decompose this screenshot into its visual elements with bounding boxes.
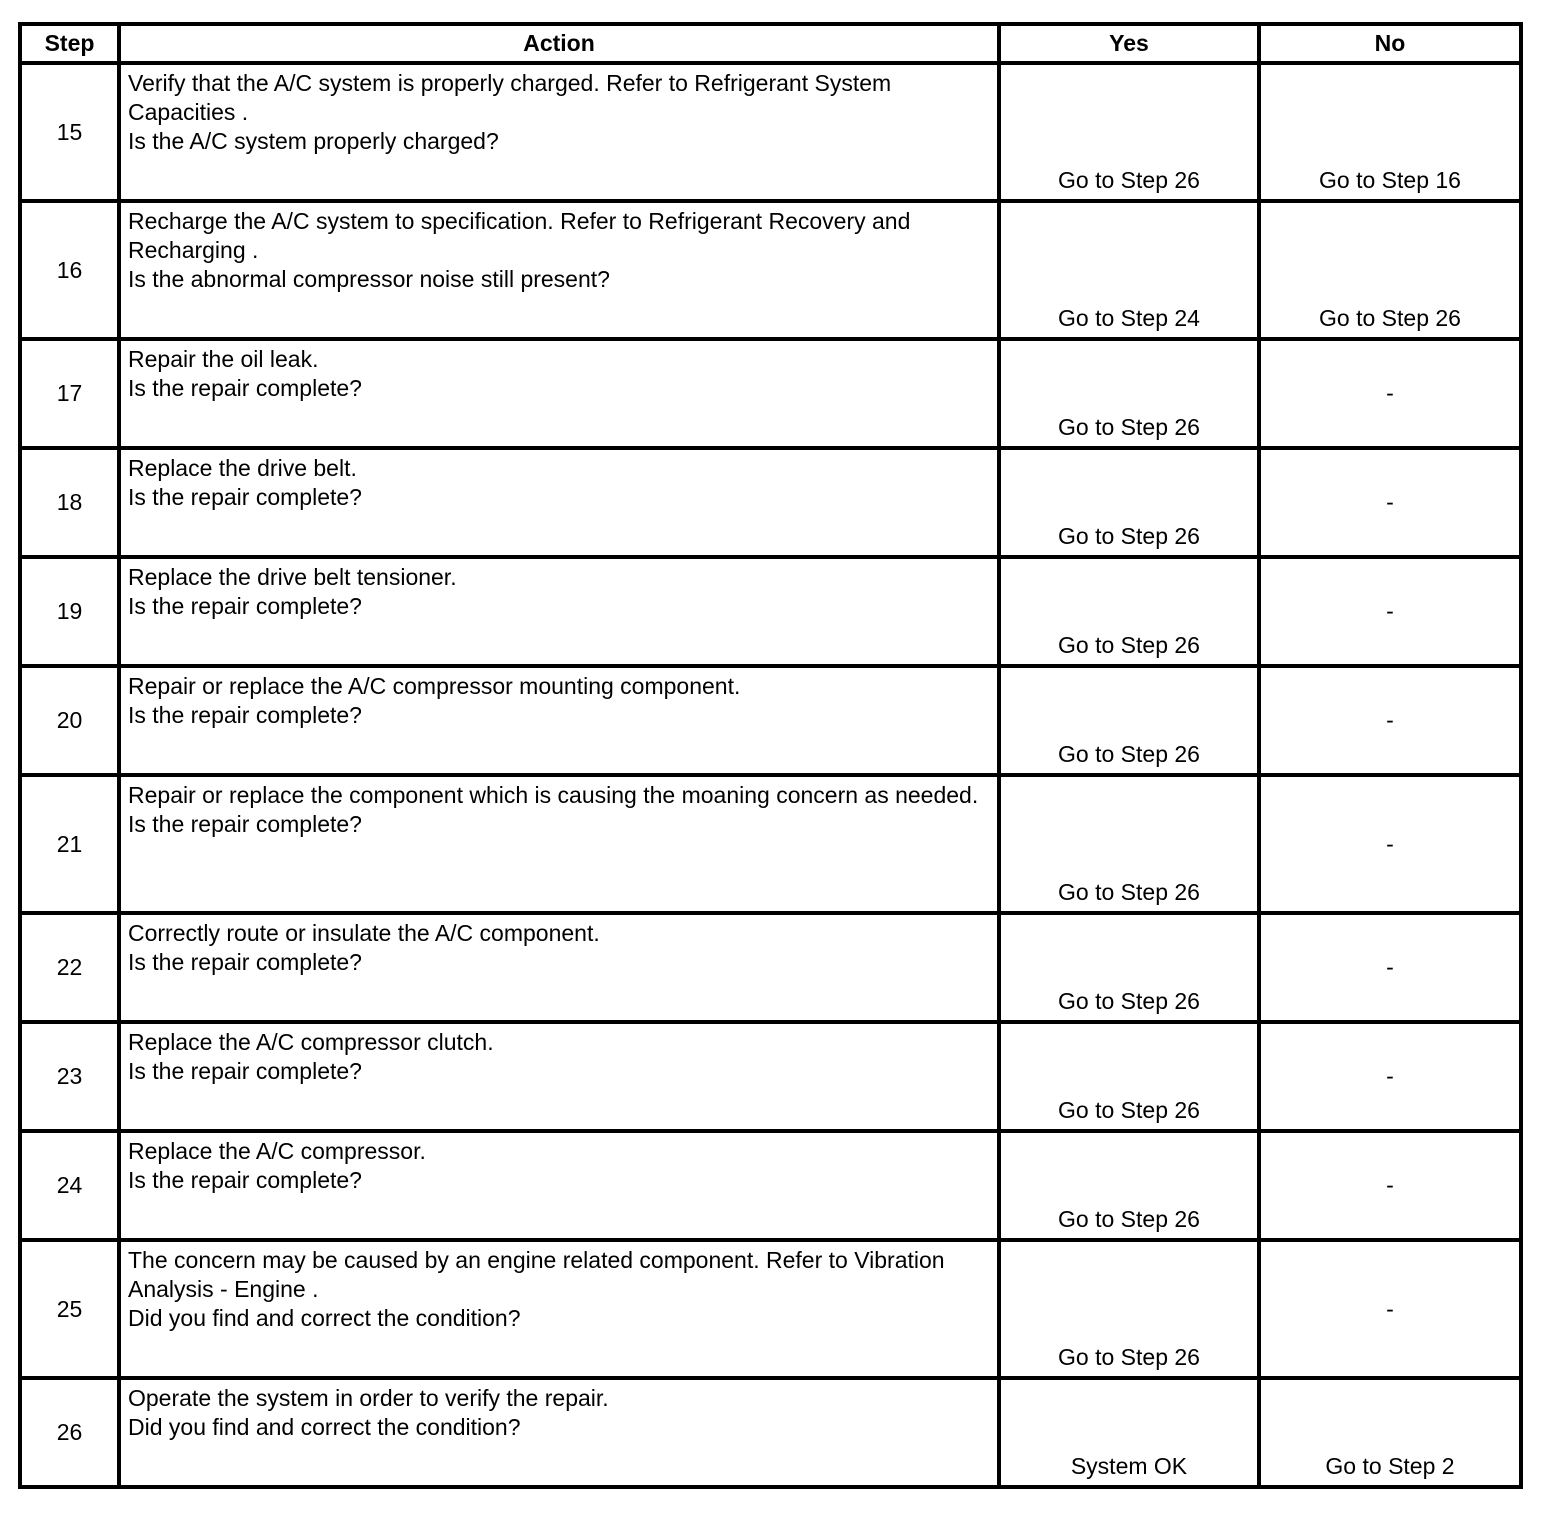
step-number: 16 [20,201,119,339]
no-result: - [1259,1131,1521,1240]
action-cell [119,201,999,339]
yes-result: Go to Step 26 [999,1131,1259,1240]
action-instruction: Replace the A/C compressor. [128,1138,426,1164]
header-step: Step [20,24,119,63]
action-cell [119,1022,999,1131]
action-question: Is the repair complete? [128,949,362,975]
no-result: - [1259,666,1521,775]
no-result: - [1259,1022,1521,1131]
table-row [20,666,1521,775]
no-result: Go to Step 2 [1259,1378,1521,1487]
action-question: Is the repair complete? [128,484,362,510]
table-row [20,913,1521,1022]
yes-result: Go to Step 26 [999,557,1259,666]
action-instruction: Replace the drive belt. [128,455,357,481]
header-yes: Yes [999,24,1259,63]
step-number: 22 [20,913,119,1022]
action-instruction: Replace the drive belt tensioner. [128,564,457,590]
table-row [20,1378,1521,1487]
action-cell [119,1240,999,1378]
action-question: Is the repair complete? [128,375,362,401]
yes-result: Go to Step 26 [999,913,1259,1022]
no-result: Go to Step 26 [1259,201,1521,339]
diagnostic-table [18,22,1523,1489]
action-instruction: Repair the oil leak. [128,346,319,372]
action-question: Is the repair complete? [128,702,362,728]
yes-result: Go to Step 26 [999,1240,1259,1378]
action-instruction: Recharge the A/C system to specification. Refer to Refrigerant Recovery and Recharging . [128,208,911,263]
action-cell [119,448,999,557]
table-row [20,1022,1521,1131]
no-result: - [1259,339,1521,448]
action-cell [119,913,999,1022]
step-number: 15 [20,63,119,201]
step-number: 19 [20,557,119,666]
action-instruction: Correctly route or insulate the A/C component. [128,920,600,946]
step-number: 17 [20,339,119,448]
action-instruction: Verify that the A/C system is properly charged. Refer to Refrigerant System Capacities . [128,70,892,125]
header-row [20,24,1521,63]
table-row [20,201,1521,339]
table-row [20,1131,1521,1240]
yes-result: System OK [999,1378,1259,1487]
action-question: Is the repair complete? [128,1167,362,1193]
table-row [20,557,1521,666]
action-instruction: Repair or replace the A/C compressor mounting component. [128,673,741,699]
yes-result: Go to Step 26 [999,63,1259,201]
action-cell [119,775,999,913]
action-instruction: The concern may be caused by an engine related component. Refer to Vibration Analysis - Engine . [128,1247,945,1302]
yes-result: Go to Step 26 [999,775,1259,913]
action-question: Did you find and correct the condition? [128,1305,521,1331]
action-question: Is the A/C system properly charged? [128,128,499,154]
yes-result: Go to Step 26 [999,1022,1259,1131]
action-question: Is the repair complete? [128,1058,362,1084]
no-result: - [1259,775,1521,913]
yes-result: Go to Step 26 [999,448,1259,557]
table-row [20,448,1521,557]
action-question: Is the repair complete? [128,593,362,619]
table-row [20,339,1521,448]
yes-result: Go to Step 26 [999,339,1259,448]
step-number: 24 [20,1131,119,1240]
action-question: Is the abnormal compressor noise still present? [128,266,610,292]
step-number: 26 [20,1378,119,1487]
action-instruction: Repair or replace the component which is causing the moaning concern as needed. [128,782,979,808]
yes-result: Go to Step 26 [999,666,1259,775]
action-question: Is the repair complete? [128,811,362,837]
action-cell [119,339,999,448]
header-no: No [1259,24,1521,63]
step-number: 18 [20,448,119,557]
header-action: Action [119,24,999,63]
no-result: - [1259,1240,1521,1378]
table-row [20,1240,1521,1378]
action-question: Did you find and correct the condition? [128,1414,521,1440]
table-row [20,63,1521,201]
action-cell [119,557,999,666]
no-result: - [1259,913,1521,1022]
step-number: 23 [20,1022,119,1131]
table-row [20,775,1521,913]
no-result: Go to Step 16 [1259,63,1521,201]
step-number: 20 [20,666,119,775]
yes-result: Go to Step 24 [999,201,1259,339]
action-cell [119,1378,999,1487]
action-cell [119,666,999,775]
step-number: 21 [20,775,119,913]
action-instruction: Replace the A/C compressor clutch. [128,1029,494,1055]
action-instruction: Operate the system in order to verify the repair. [128,1385,609,1411]
no-result: - [1259,557,1521,666]
action-cell [119,63,999,201]
action-cell [119,1131,999,1240]
step-number: 25 [20,1240,119,1378]
no-result: - [1259,448,1521,557]
